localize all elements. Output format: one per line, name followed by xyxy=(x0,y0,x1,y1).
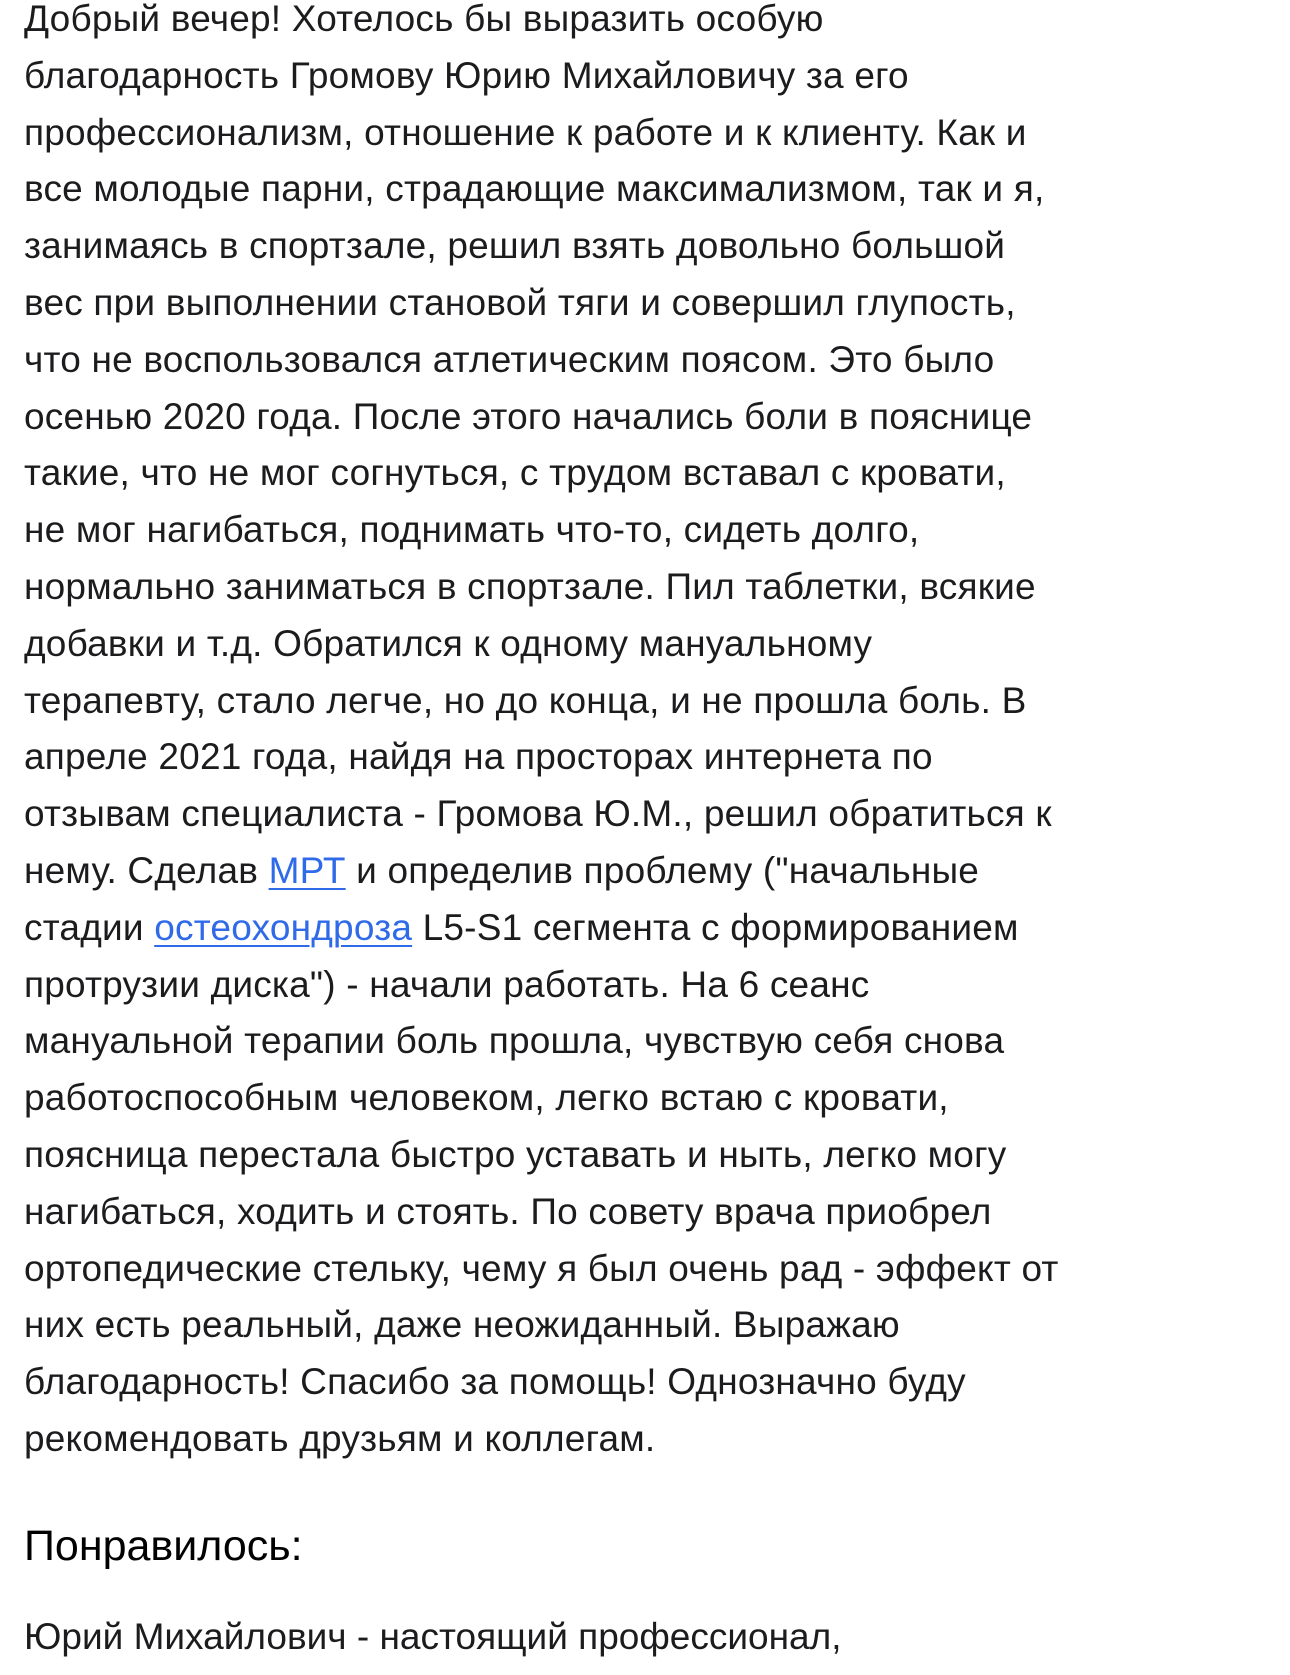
review-body xyxy=(24,0,1274,1468)
liked-text: Юрий Михайлович - настоящий профессионал, xyxy=(24,1616,842,1657)
osteochondrosis-link[interactable]: остеохондроза xyxy=(154,906,413,948)
review-text-part-3: L5-S1 сегмента с формированием протрузии диска") - начали работать. На 6 сеанс мануальной терапии боль прошла, чувствую себя снова работоспособным человеком, легко встаю с кровати, поясница перестала быстро уставать и ныть, легко могу нагибаться, ходить и стоять. По совету врача приобрел ортопедические стельку, чему я был очень рад - эффект от них есть реальный, даже неожиданный. Выражаю благодарность! Спасибо за помощь! Однозначно буду рекомендовать друзьям и коллегам. xyxy=(24,906,1059,1459)
mrt-link[interactable]: МРТ xyxy=(268,849,346,891)
liked-heading: Понравилось: xyxy=(24,1522,303,1570)
review-text-part-1: Добрый вечер! Хотелось бы выразить особую благодарность Громову Юрию Михайловичу за его профессионализм, отношение к работе и к клиенту. Как и все молодые парни, страдающие максимализмом, так и я, занимаясь в спортзале, решил взять довольно большой вес при выполнении становой тяги и совершил глупость, что не воспользовался атлетическим поясом. Это было осенью 2020 года. После этого начались боли в пояснице такие, что не мог согнуться, с трудом вставал с кровати, не мог нагибаться, поднимать что-то, сидеть долго, нормально заниматься в спортзале. Пил таблетки, всякие добавки и т.д. Обратился к одному мануальному терапевту, стало легче, но до конца, и не прошла боль. В апреле 2021 года, найдя на просторах интернета по отзывам специалиста - Громова Ю.М., решил обратиться к нему. Сделав xyxy=(24,0,1052,891)
review-text-part-2: и определив проблему ("начальные стадии xyxy=(24,849,980,948)
review-container xyxy=(24,0,1274,1657)
